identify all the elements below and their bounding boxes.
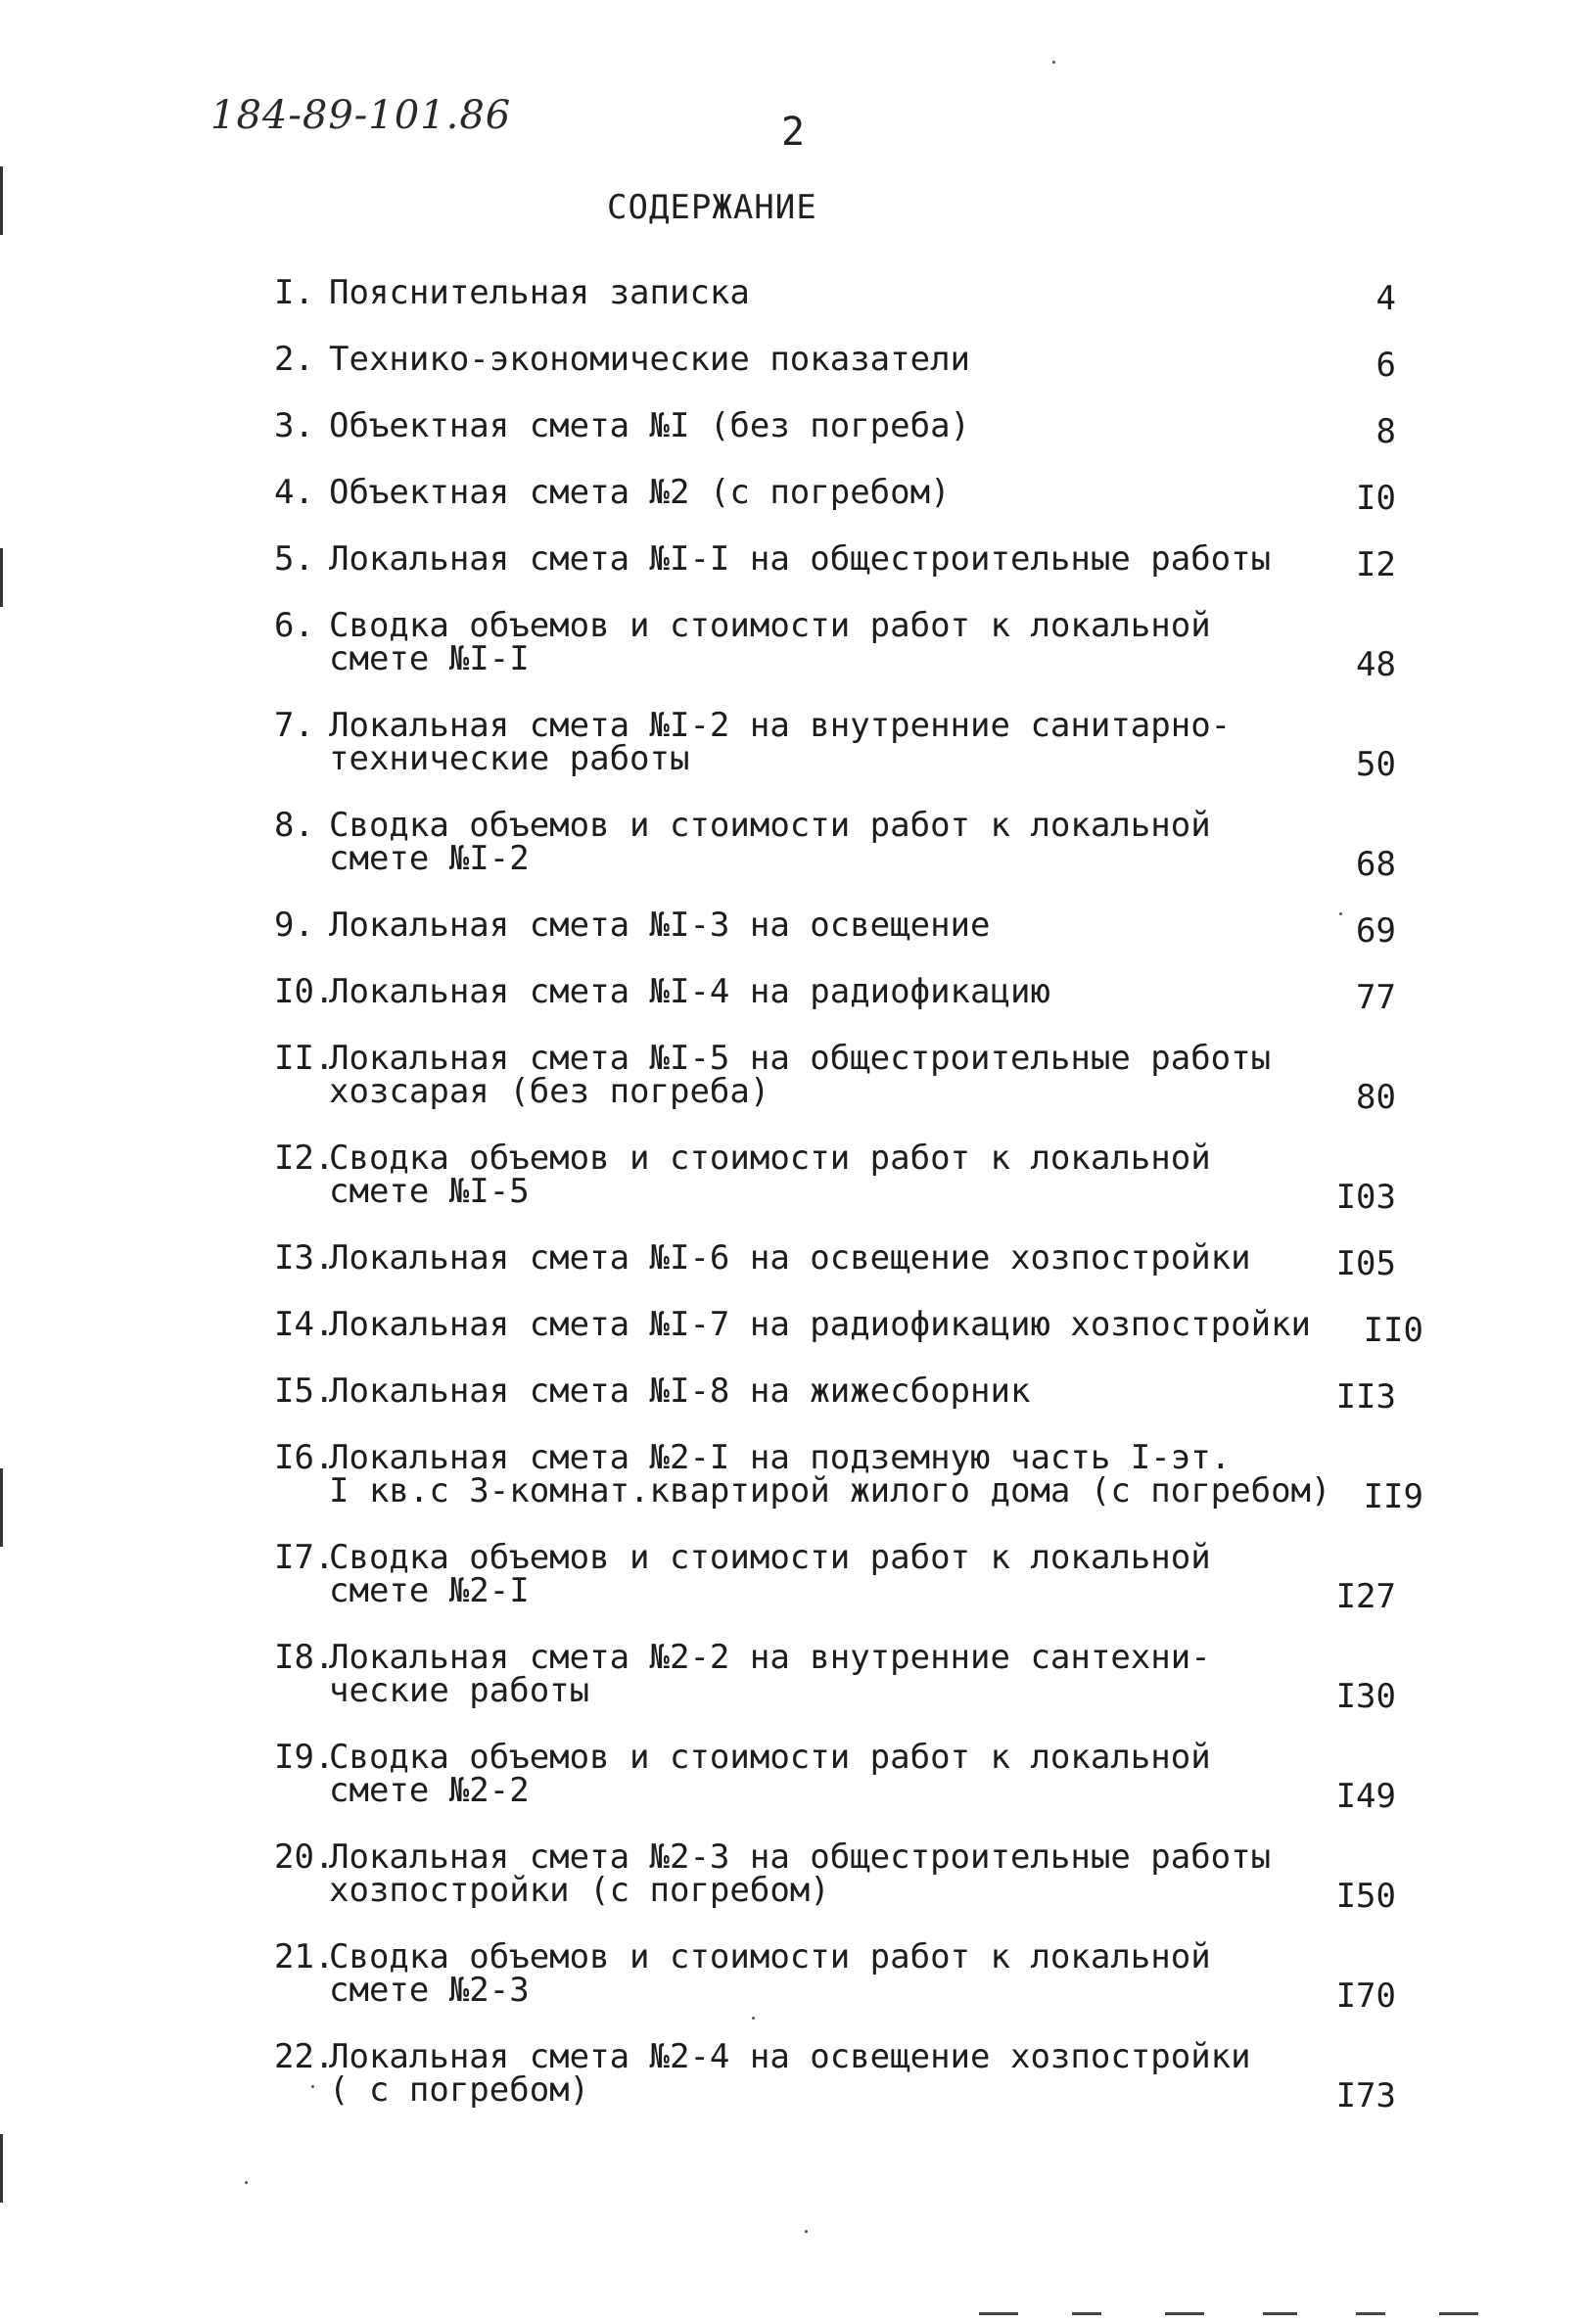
toc-entry	[274, 1638, 1410, 1716]
toc-entry-title: Сводка объемов и стоимости работ к локальной смете №I-5	[329, 1139, 1211, 1211]
toc-entry-number: I.	[274, 273, 314, 312]
toc-entry-number: 2.	[274, 340, 314, 379]
toc-entry-title: Локальная смета №I-I на общестроительные работы	[329, 539, 1272, 579]
toc-entry-number: I6.	[274, 1438, 335, 1477]
toc-entry-number: I7.	[274, 1538, 335, 1577]
page-number: 2	[781, 110, 806, 155]
toc-entry-page: II0	[1363, 1311, 1423, 1350]
toc-entry	[274, 340, 1410, 385]
handwritten-document-number: 184-89-101.86	[210, 93, 512, 138]
toc-entry-title: Технико-экономические показатели	[329, 340, 971, 379]
toc-entry-number: I4.	[274, 1305, 335, 1344]
toc-entry	[274, 806, 1410, 884]
scan-edge-line	[0, 166, 3, 235]
toc-entry	[274, 1837, 1410, 1916]
toc-entry	[274, 1371, 1410, 1417]
toc-entry	[274, 273, 1410, 318]
toc-entry-page: 50	[1356, 745, 1396, 784]
toc-entry-title: Сводка объемов и стоимости работ к локальной смете №2-2	[329, 1738, 1211, 1810]
toc-entry	[274, 1039, 1410, 1117]
toc-entry-number: 20.	[274, 1837, 335, 1877]
toc-entry-title: Локальная смета №2-3 на общестроительные работы хозпостройки (с погребом)	[329, 1837, 1272, 1910]
toc-entry-page: I50	[1335, 1877, 1396, 1916]
toc-entry	[274, 2037, 1410, 2115]
scan-speck	[245, 2181, 248, 2184]
toc-entry-title: Локальная смета №2-2 на внутренние сантехни- ческие работы	[329, 1638, 1211, 1710]
scan-edge-line	[0, 2134, 3, 2203]
toc-entry-page: II9	[1363, 1477, 1423, 1516]
toc-entry	[274, 539, 1410, 584]
toc-entry	[274, 1438, 1423, 1516]
toc-entry-title: Локальная смета №2-I на подземную часть I-эт. I кв.с 3-комнат.квартирой жилого дома (с погребом)	[329, 1438, 1331, 1511]
toc-entry-number: 22.	[274, 2037, 335, 2076]
toc-entry-number: 7.	[274, 706, 314, 745]
toc-entry-page: I0	[1356, 479, 1396, 518]
toc-entry-page: 4	[1375, 279, 1396, 318]
toc-entry-number: II.	[274, 1039, 335, 1078]
toc-entry-page: I30	[1335, 1677, 1396, 1716]
toc-entry-title: Пояснительная записка	[329, 273, 750, 312]
toc-entry-title: Локальная смета №I-2 на внутренние санитарно- технические работы	[329, 706, 1232, 778]
scan-speck	[1339, 912, 1342, 915]
toc-entry-title: Локальная смета №I-5 на общестроительные работы хозсарая (без погреба)	[329, 1039, 1272, 1111]
toc-entry-number: I0.	[274, 972, 335, 1011]
toc-entry-page: 77	[1356, 978, 1396, 1017]
toc-entry-title: Локальная смета №I-8 на жижесборник	[329, 1371, 1031, 1411]
toc-entry	[274, 1937, 1410, 2016]
page-title: СОДЕРЖАНИЕ	[607, 188, 817, 227]
scan-speck	[311, 2085, 314, 2088]
toc-entry-number: 6.	[274, 606, 314, 645]
scan-edge-line	[0, 548, 3, 607]
toc-entry-number: 21.	[274, 1937, 335, 1976]
toc-entry-title: Сводка объемов и стоимости работ к локальной смете №2-3	[329, 1937, 1211, 2010]
toc-entry-title: Локальная смета №I-6 на освещение хозпостройки	[329, 1238, 1251, 1278]
toc-entry	[274, 906, 1410, 951]
toc-entry-page: 48	[1356, 645, 1396, 684]
toc-entry-page: II3	[1335, 1377, 1396, 1417]
toc-entry-title: Сводка объемов и стоимости работ к локальной смете №2-I	[329, 1538, 1211, 1610]
toc-entry-page: I27	[1335, 1577, 1396, 1616]
toc-entry	[274, 1139, 1410, 1217]
toc-entry-title: Сводка объемов и стоимости работ к локальной смете №I-I	[329, 606, 1211, 678]
toc-entry-title: Локальная смета №2-4 на освещение хозпостройки ( с погребом)	[329, 2037, 1251, 2110]
toc-entry	[274, 406, 1410, 451]
toc-entry	[274, 606, 1410, 684]
toc-entry	[274, 706, 1410, 784]
toc-entry	[274, 1538, 1410, 1616]
toc-entry-page: 69	[1356, 911, 1396, 951]
toc-entry-number: 3.	[274, 406, 314, 445]
toc-entry	[274, 1738, 1410, 1816]
table-of-contents	[274, 264, 1423, 2115]
toc-entry-number: I2.	[274, 1139, 335, 1178]
toc-entry	[274, 473, 1410, 518]
toc-entry-number: I9.	[274, 1738, 335, 1777]
toc-entry-number: 5.	[274, 539, 314, 579]
toc-entry	[274, 1238, 1410, 1283]
toc-entry-number: I8.	[274, 1638, 335, 1677]
toc-entry-title: Сводка объемов и стоимости работ к локальной смете №I-2	[329, 806, 1211, 878]
scan-speck	[805, 2230, 808, 2233]
toc-entry	[274, 972, 1410, 1017]
toc-entry-title: Объектная смета №I (без погреба)	[329, 406, 971, 445]
toc-entry-number: 9.	[274, 906, 314, 945]
toc-entry-title: Локальная смета №I-3 на освещение	[329, 906, 991, 945]
toc-entry-number: 8.	[274, 806, 314, 845]
toc-entry-page: 68	[1356, 845, 1396, 884]
toc-entry-title: Локальная смета №I-4 на радиофикацию	[329, 972, 1050, 1011]
toc-entry-title: Локальная смета №I-7 на радиофикацию хозпостройки	[329, 1305, 1312, 1344]
toc-entry-number: I5.	[274, 1371, 335, 1411]
toc-entry-page: I49	[1335, 1777, 1396, 1816]
scan-speck	[752, 2017, 755, 2020]
toc-entry-number: I3.	[274, 1238, 335, 1278]
toc-entry-number: 4.	[274, 473, 314, 512]
toc-entry-title: Объектная смета №2 (с погребом)	[329, 473, 951, 512]
toc-entry-page: I73	[1335, 2076, 1396, 2115]
scan-bottom-marks	[979, 2312, 1527, 2316]
toc-entry-page: I03	[1335, 1178, 1396, 1217]
toc-entry-page: 6	[1375, 346, 1396, 385]
toc-entry-page: I2	[1356, 545, 1396, 584]
toc-entry-page: I70	[1335, 1976, 1396, 2016]
toc-entry-page: 8	[1375, 412, 1396, 451]
toc-entry-page: I05	[1335, 1244, 1396, 1283]
toc-entry	[274, 1305, 1423, 1350]
scan-edge-line	[0, 1468, 3, 1547]
toc-entry-page: 80	[1356, 1078, 1396, 1117]
scan-speck	[1052, 61, 1055, 64]
